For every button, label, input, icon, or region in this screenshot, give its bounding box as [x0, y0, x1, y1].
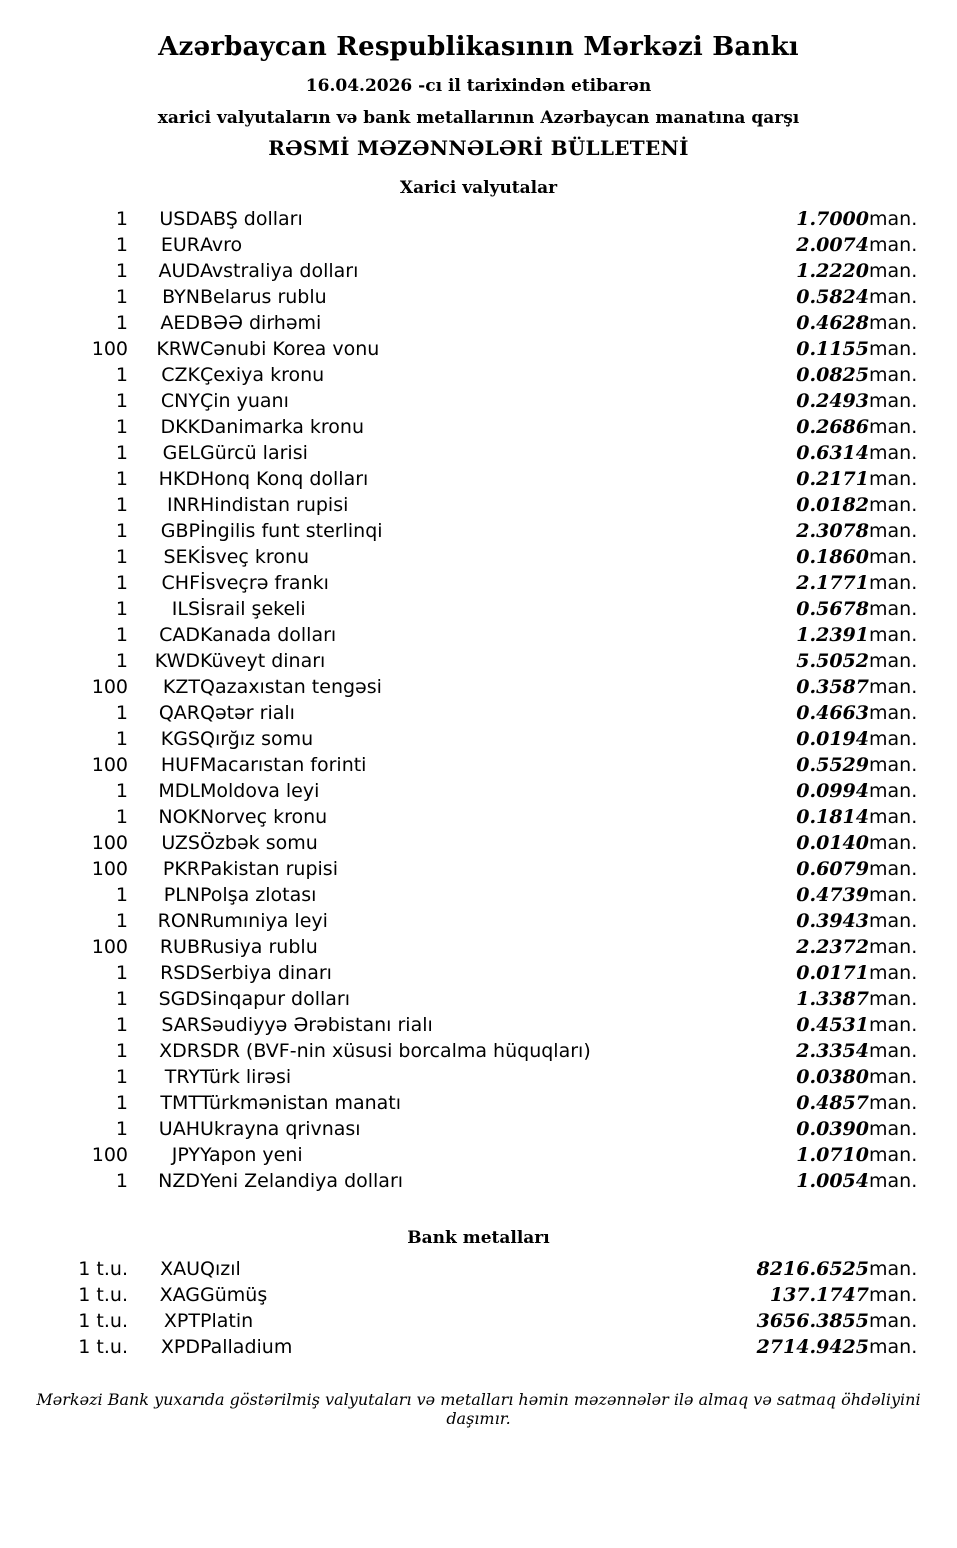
currency-name: SDR (BVF-nin xüsusi borcalma hüquqları) [200, 1040, 591, 1062]
currency-name: Gürcü larisi [200, 442, 308, 464]
rate-amount: 1 [115, 1066, 128, 1088]
currency-name: Küveyt dinarı [200, 650, 326, 672]
currency-name: Qırğız somu [200, 728, 314, 750]
rate-unit-label: man. [869, 442, 918, 464]
table-row [18, 856, 939, 882]
rate-value: 0.0380 [796, 1066, 869, 1088]
currency-code: SAR [161, 1014, 200, 1036]
currency-name: Palladium [200, 1336, 293, 1358]
rate-unit-label: man. [869, 208, 918, 230]
currency-name: Səudiyyə Ərəbistanı rialı [200, 1014, 433, 1036]
currency-name: Rumıniya leyi [200, 910, 328, 932]
rate-amount: 1 [115, 442, 128, 464]
rate-amount: 100 [91, 858, 128, 880]
currency-name: BƏƏ dirhəmi [200, 312, 322, 334]
rate-value: 1.3387 [796, 988, 869, 1010]
rate-value: 5.5052 [796, 650, 869, 672]
currency-code: AED [160, 312, 200, 334]
rate-value: 0.1155 [796, 338, 869, 360]
rate-amount: 1 [115, 780, 128, 802]
effective-date: 16.04.2026 -cı il tarixindən etibarən [305, 76, 652, 96]
rate-unit-label: man. [869, 1014, 918, 1036]
rate-amount: 1 t.u. [78, 1258, 128, 1280]
table-row [18, 986, 939, 1012]
rate-value: 137.1747 [769, 1284, 869, 1306]
currency-code: KRW [156, 338, 200, 360]
rate-amount: 1 t.u. [78, 1336, 128, 1358]
rate-value: 0.4531 [796, 1014, 869, 1036]
currency-name: ABŞ dolları [200, 208, 303, 230]
table-row [18, 232, 939, 258]
rate-amount: 100 [91, 676, 128, 698]
rate-value: 0.3587 [796, 676, 869, 698]
currency-name: İngilis funt sterlinqi [200, 520, 383, 542]
currency-name: İsveçrə frankı [200, 572, 329, 594]
rate-value: 1.7000 [796, 208, 869, 230]
rate-value: 0.2493 [796, 390, 869, 412]
rate-value: 1.0054 [796, 1170, 869, 1192]
rate-amount: 1 [115, 650, 128, 672]
rate-amount: 1 [115, 546, 128, 568]
rate-value: 3656.3855 [756, 1310, 869, 1332]
currency-name: İsveç kronu [200, 546, 310, 568]
currency-code: JPY [171, 1144, 200, 1166]
currency-name: Honq Konq dolları [200, 468, 369, 490]
rate-value: 2.0074 [796, 234, 869, 256]
currency-code: GEL [162, 442, 200, 464]
currency-code: RSD [160, 962, 200, 984]
currency-code: XPD [160, 1336, 200, 1358]
currency-name: Kanada dolları [200, 624, 337, 646]
currency-name: Qətər rialı [200, 702, 295, 724]
rate-value: 0.0390 [796, 1118, 869, 1140]
currencies-section-title: Xarici valyutalar [399, 178, 558, 198]
currency-name: Türk lirəsi [200, 1066, 292, 1088]
currency-code: SGD [158, 988, 200, 1010]
currency-code: USD [159, 208, 200, 230]
table-row [18, 1064, 939, 1090]
rate-unit-label: man. [869, 260, 918, 282]
rate-unit-label: man. [869, 676, 918, 698]
currency-name: Çexiya kronu [200, 364, 325, 386]
table-row [18, 284, 939, 310]
rate-unit-label: man. [869, 780, 918, 802]
rate-unit-label: man. [869, 702, 918, 724]
rate-unit-label: man. [869, 1040, 918, 1062]
rate-value: 0.1814 [796, 806, 869, 828]
rate-unit-label: man. [869, 728, 918, 750]
rate-unit-label: man. [869, 624, 918, 646]
table-row [18, 1256, 939, 1282]
table-row [18, 752, 939, 778]
rate-value: 0.4663 [796, 702, 869, 724]
rate-amount: 1 t.u. [78, 1284, 128, 1306]
footer-note: Mərkəzi Bank yuxarıda göstərilmiş valyutaları və metalları həmin məzənnələr ilə almaq və satmaq öhdəliyini daşımır. [36, 1390, 921, 1428]
rate-amount: 1 [115, 572, 128, 594]
currency-code: QAR [158, 702, 200, 724]
currency-name: Cənubi Korea vonu [200, 338, 380, 360]
table-row [18, 414, 939, 440]
rate-value: 0.0194 [796, 728, 869, 750]
table-row [18, 466, 939, 492]
rate-value: 0.5529 [796, 754, 869, 776]
table-row [18, 1282, 939, 1308]
rate-unit-label: man. [869, 364, 918, 386]
rate-value: 0.4739 [796, 884, 869, 906]
currency-name: İsrail şekeli [200, 598, 306, 620]
table-row [18, 882, 939, 908]
currency-name: Norveç kronu [200, 806, 328, 828]
currency-name: Pakistan rupisi [200, 858, 338, 880]
rate-value: 2.3078 [796, 520, 869, 542]
rate-unit-label: man. [869, 806, 918, 828]
currency-name: Serbiya dinarı [200, 962, 332, 984]
currency-code: BYN [162, 286, 200, 308]
currency-code: TMT [160, 1092, 200, 1114]
currency-code: INR [166, 494, 200, 516]
rate-amount: 1 [115, 286, 128, 308]
currency-name: Hindistan rupisi [200, 494, 349, 516]
table-row [18, 908, 939, 934]
table-row [18, 778, 939, 804]
currency-name: Moldova leyi [200, 780, 320, 802]
table-row [18, 388, 939, 414]
rate-amount: 1 [115, 1014, 128, 1036]
table-row [18, 440, 939, 466]
rate-amount: 1 [115, 312, 128, 334]
table-row [18, 648, 939, 674]
currency-code: CAD [159, 624, 200, 646]
currencies-table [18, 206, 939, 1194]
currency-name: Özbək somu [200, 832, 318, 854]
rate-value: 0.5824 [796, 286, 869, 308]
currency-code: XDR [159, 1040, 200, 1062]
rate-unit-label: man. [869, 390, 918, 412]
rate-unit-label: man. [869, 1144, 918, 1166]
rate-amount: 100 [91, 832, 128, 854]
table-row [18, 1116, 939, 1142]
rate-unit-label: man. [869, 988, 918, 1010]
currency-code: KZT [162, 676, 200, 698]
rate-value: 0.3943 [796, 910, 869, 932]
rate-unit-label: man. [869, 1258, 918, 1280]
rate-amount: 1 [115, 598, 128, 620]
currency-name: Türkmənistan manatı [200, 1092, 402, 1114]
currency-name: Macarıstan forinti [200, 754, 367, 776]
rate-value: 2.2372 [796, 936, 869, 958]
currency-code: CNY [160, 390, 200, 412]
rate-value: 2.3354 [796, 1040, 869, 1062]
rate-unit-label: man. [869, 936, 918, 958]
rate-amount: 100 [91, 338, 128, 360]
currency-name: Gümüş [200, 1284, 268, 1306]
rate-amount: 1 [115, 1118, 128, 1140]
currency-code: TRY [164, 1066, 200, 1088]
rate-value: 0.5678 [796, 598, 869, 620]
rate-amount: 1 [115, 364, 128, 386]
subtitle-line-1: xarici valyutaların və bank metallarının Azərbaycan manatına qarşı [157, 108, 800, 128]
rate-value: 0.0825 [796, 364, 869, 386]
currency-name: Yeni Zelandiya dolları [200, 1170, 404, 1192]
table-row [18, 258, 939, 284]
table-row [18, 544, 939, 570]
rate-value: 0.6079 [796, 858, 869, 880]
table-row [18, 362, 939, 388]
rate-value: 0.4857 [796, 1092, 869, 1114]
rate-unit-label: man. [869, 1310, 918, 1332]
currency-code: KWD [154, 650, 200, 672]
rate-unit-label: man. [869, 338, 918, 360]
rate-amount: 1 [115, 520, 128, 542]
table-row [18, 518, 939, 544]
rate-amount: 1 [115, 468, 128, 490]
rate-unit-label: man. [869, 1284, 918, 1306]
table-row [18, 206, 939, 232]
currency-code: PLN [163, 884, 200, 906]
rate-value: 1.2391 [796, 624, 869, 646]
metals-table [18, 1256, 939, 1360]
rate-unit-label: man. [869, 858, 918, 880]
rate-unit-label: man. [869, 494, 918, 516]
rate-amount: 100 [91, 936, 128, 958]
currency-name: Ukrayna qrivnası [200, 1118, 361, 1140]
currency-code: CZK [161, 364, 200, 386]
currency-code: UZS [161, 832, 200, 854]
rate-amount: 1 [115, 494, 128, 516]
rate-amount: 1 [115, 624, 128, 646]
currency-code: XAU [160, 1258, 200, 1280]
table-row [18, 596, 939, 622]
currency-code: NOK [158, 806, 200, 828]
rate-amount: 100 [91, 754, 128, 776]
table-row [18, 310, 939, 336]
table-row [18, 570, 939, 596]
rate-unit-label: man. [869, 962, 918, 984]
rate-unit-label: man. [869, 286, 918, 308]
table-row [18, 622, 939, 648]
rate-unit-label: man. [869, 650, 918, 672]
currency-name: Sinqapur dolları [200, 988, 351, 1010]
rate-value: 0.4628 [796, 312, 869, 334]
rate-amount: 1 t.u. [78, 1310, 128, 1332]
rate-value: 1.0710 [796, 1144, 869, 1166]
currency-code: XPT [163, 1310, 200, 1332]
table-row [18, 674, 939, 700]
rate-amount: 1 [115, 962, 128, 984]
table-row [18, 804, 939, 830]
rate-amount: 1 [115, 234, 128, 256]
table-row [18, 1168, 939, 1194]
rate-unit-label: man. [869, 520, 918, 542]
rate-amount: 1 [115, 390, 128, 412]
currency-code: HUF [160, 754, 200, 776]
currency-code: XAG [159, 1284, 200, 1306]
rate-amount: 1 [115, 1040, 128, 1062]
rate-amount: 1 [115, 910, 128, 932]
rate-value: 0.2171 [796, 468, 869, 490]
table-row [18, 1142, 939, 1168]
currency-name: Qazaxıstan tengəsi [200, 676, 382, 698]
rate-amount: 1 [115, 702, 128, 724]
rate-unit-label: man. [869, 1118, 918, 1140]
rate-unit-label: man. [869, 884, 918, 906]
currency-name: Qızıl [200, 1258, 241, 1280]
rate-value: 1.2220 [796, 260, 869, 282]
rate-value: 0.2686 [796, 416, 869, 438]
currency-code: UAH [158, 1118, 200, 1140]
table-row [18, 960, 939, 986]
rate-amount: 1 [115, 806, 128, 828]
currency-name: Platin [200, 1310, 254, 1332]
currency-code: ILS [171, 598, 200, 620]
rate-amount: 1 [115, 416, 128, 438]
table-row [18, 830, 939, 856]
rate-unit-label: man. [869, 598, 918, 620]
table-row [18, 726, 939, 752]
rate-unit-label: man. [869, 1336, 918, 1358]
currency-code: NZD [158, 1170, 200, 1192]
metals-section-title: Bank metalları [407, 1228, 550, 1248]
rate-unit-label: man. [869, 1170, 918, 1192]
rate-unit-label: man. [869, 910, 918, 932]
currency-name: Çin yuanı [200, 390, 289, 412]
currency-code: DKK [160, 416, 200, 438]
rate-value: 2714.9425 [756, 1336, 869, 1358]
rate-unit-label: man. [869, 1066, 918, 1088]
subtitle-line-2: RƏSMİ MƏZƏNNƏLƏRİ BÜLLETENİ [268, 136, 689, 160]
table-row [18, 700, 939, 726]
currency-name: Avstraliya dolları [200, 260, 359, 282]
currency-name: Rusiya rublu [200, 936, 318, 958]
table-row [18, 1308, 939, 1334]
rate-value: 0.1860 [796, 546, 869, 568]
rate-unit-label: man. [869, 416, 918, 438]
rate-unit-label: man. [869, 468, 918, 490]
currency-code: RON [157, 910, 200, 932]
rate-value: 0.0171 [796, 962, 869, 984]
rate-value: 0.0140 [796, 832, 869, 854]
rate-amount: 1 [115, 1092, 128, 1114]
currency-code: CHF [161, 572, 200, 594]
rate-amount: 1 [115, 1170, 128, 1192]
currency-name: Yapon yeni [200, 1144, 303, 1166]
rate-amount: 1 [115, 988, 128, 1010]
table-row [18, 1334, 939, 1360]
rate-unit-label: man. [869, 754, 918, 776]
rate-amount: 100 [91, 1144, 128, 1166]
rate-amount: 1 [115, 884, 128, 906]
rate-amount: 1 [115, 728, 128, 750]
rate-value: 2.1771 [796, 572, 869, 594]
currency-code: EUR [160, 234, 200, 256]
rate-unit-label: man. [869, 546, 918, 568]
page-title: Azərbaycan Respublikasının Mərkəzi Bankı [158, 32, 799, 62]
table-row [18, 336, 939, 362]
currency-name: Danimarka kronu [200, 416, 365, 438]
rate-value: 0.0182 [796, 494, 869, 516]
rate-unit-label: man. [869, 832, 918, 854]
currency-code: RUB [159, 936, 200, 958]
table-row [18, 492, 939, 518]
rate-value: 0.6314 [796, 442, 869, 464]
rate-unit-label: man. [869, 312, 918, 334]
currency-code: GBP [160, 520, 200, 542]
rate-amount: 1 [115, 260, 128, 282]
rate-value: 0.0994 [796, 780, 869, 802]
rate-unit-label: man. [869, 1092, 918, 1114]
currency-code: SEK [163, 546, 200, 568]
currency-code: MDL [158, 780, 200, 802]
table-row [18, 1012, 939, 1038]
currency-code: HKD [158, 468, 200, 490]
currency-code: PKR [162, 858, 200, 880]
currency-name: Polşa zlotası [200, 884, 317, 906]
rate-unit-label: man. [869, 234, 918, 256]
table-row [18, 934, 939, 960]
currency-name: Avro [200, 234, 243, 256]
currency-name: Belarus rublu [200, 286, 327, 308]
rate-value: 8216.6525 [756, 1258, 869, 1280]
currency-code: AUD [158, 260, 200, 282]
rate-unit-label: man. [869, 572, 918, 594]
currency-code: KGS [160, 728, 200, 750]
rate-amount: 1 [115, 208, 128, 230]
table-row [18, 1038, 939, 1064]
table-row [18, 1090, 939, 1116]
